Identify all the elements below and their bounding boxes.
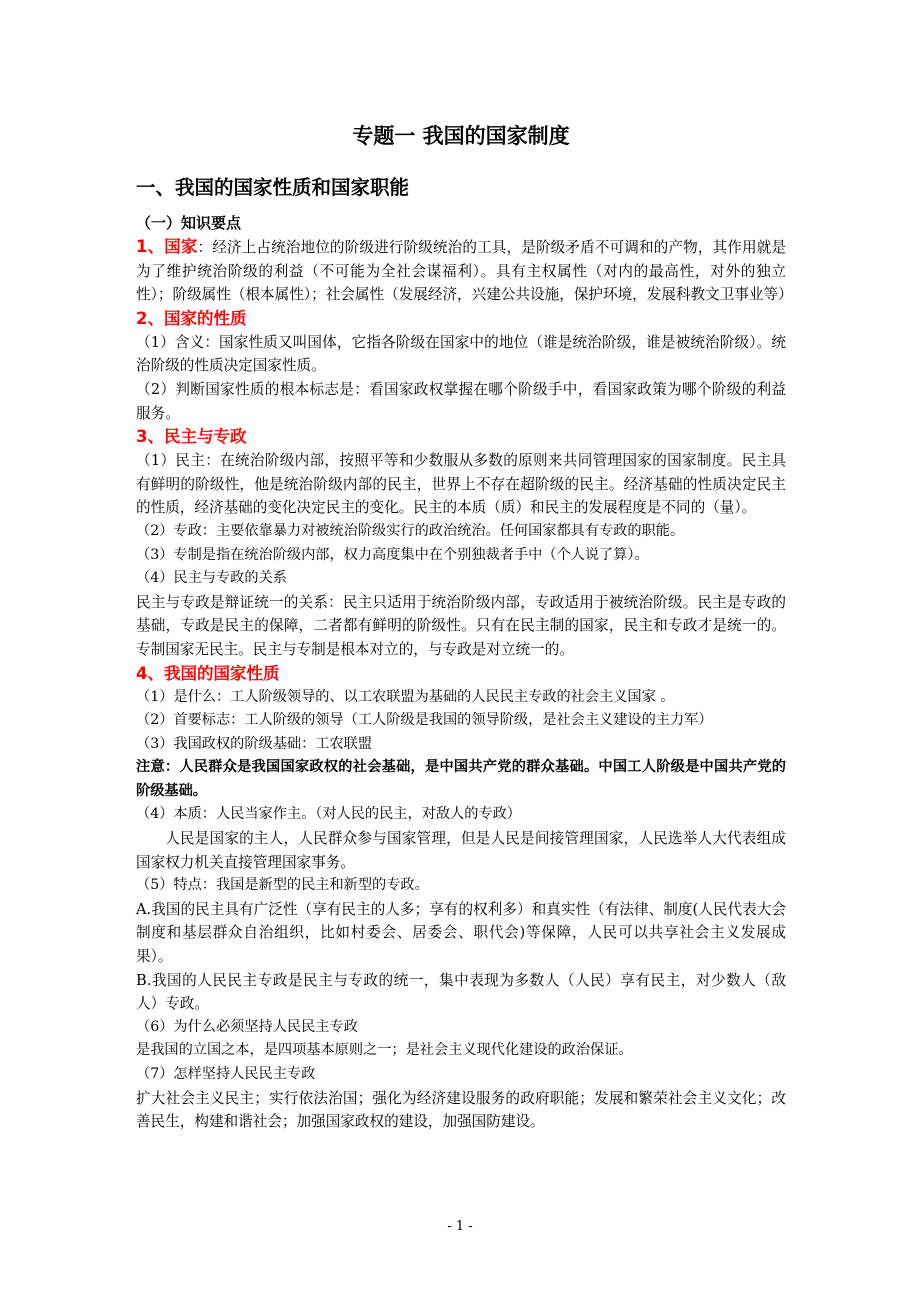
section-title: 一、我国的国家性质和国家职能 [136, 176, 410, 199]
paragraph-what-is: （1）是什么：工人阶级领导的、以工农联盟为基础的人民民主专政的社会主义国家 。 [136, 688, 675, 705]
paragraph-state-definition [136, 235, 793, 307]
paragraph-essence: （4）本质：人民当家作主。（对人民的民主，对敌人的专政） [136, 806, 521, 823]
paragraph-why-title: （6）为什么必须坚持人民民主专政 [136, 1018, 358, 1035]
paragraph-feature-b: B.我国的人民民主专政是民主与专政的统一，集中表现为多数人（人民）享有民主，对少数人（敌人）专政。 [136, 971, 786, 1013]
subsection-title: （一）知识要点 [136, 214, 242, 232]
heading-state-nature: 2、国家的性质 [136, 308, 247, 328]
heading-state: 1、国家 [136, 237, 198, 256]
paragraph-feature-a: A.我国的民主具有广泛性（享有民主的人多；享有的权利多）和真实性（有法律、制度(人民代表大会制度和基层群众自治组织，比如村委会、居委会、职代会)等保障，人民可以共享社会主义发展成果）。 [136, 900, 786, 966]
paragraph-features: （5）特点：我国是新型的民主和新型的专政。 [136, 877, 429, 894]
heading-democracy-dictatorship: 3、民主与专政 [136, 427, 247, 447]
paragraph-relation: 民主与专政是辩证统一的关系：民主只适用于统治阶级内部，专政适用于被统治阶级。民主是专政的基础，专政是民主的保障，二者都有鲜明的阶级性。只有在民主制的国家，民主和专政才是统一的。专制国家无民主。民主与专制是根本对立的，与专政是对立统一的。 [136, 593, 786, 658]
paragraph-relation-title: （4）民主与专政的关系 [136, 570, 287, 587]
heading-our-state-nature: 4、我国的国家性质 [136, 663, 280, 683]
document-body [136, 118, 793, 1134]
paragraph-democracy: （1）民主：在统治阶级内部，按照平等和少数服从多数的原则来共同管理国家的国家制度。民主具有鲜明的阶级性，他是统治阶级内部的民主，世界上不存在超阶级的民主。经济基础的性质决定民主的性质，经济基础的变化决定民主的变化。民主的本质（质）和民主的发展程度是不同的（量）。 [136, 452, 786, 517]
paragraph-autocracy: （3）专制是指在统治阶级内部，权力高度集中在个别独裁者手中（个人说了算）。 [136, 546, 649, 563]
paragraph-dictatorship: （2）专政：主要依靠暴力对被统治阶级实行的政治统治。任何国家都具有专政的职能。 [136, 522, 685, 539]
paragraph-state-nature-criterion: （2）判断国家性质的根本标志是：看国家政权掌握在哪个阶级手中，看国家政策为哪个阶级的利益服务。 [136, 380, 786, 422]
paragraph-how-title: （7）怎样坚持人民民主专政 [136, 1066, 316, 1082]
page-number: - 1 - [447, 1219, 473, 1234]
paragraph-why: 是我国的立国之本，是四项基本原则之一；是社会主义现代化建设的政治保证。 [136, 1042, 633, 1059]
paragraph-note: 注意：人民群众是我国国家政权的社会基础，是中国共产党的群众基础。中国工人阶级是中国共产党的阶级基础。 [136, 759, 786, 799]
state-definition-text: ：经济上占统治地位的阶级进行阶级统治的工具，是阶级矛盾不可调和的产物，其作用就是为了维护统治阶级的利益（不可能为全社会谋福利）。具有主权属性（对内的最高性，对外的独立性）；阶级属性（根本属性）；社会属性（发展经济，兴建公共设施，保护环境，发展科教文卫事业等） [136, 239, 793, 304]
paragraph-state-nature-meaning: （1）含义：国家性质又叫国体，它指各阶级在国家中的地位（谁是统治阶级，谁是被统治阶级）。统治阶级的性质决定国家性质。 [136, 333, 786, 375]
paragraph-people-masters: 人民是国家的主人，人民群众参与国家管理，但是人民是间接管理国家，人民选举人大代表组成国家权力机关直接管理国家事务。 [136, 830, 786, 871]
paragraph-how: 扩大社会主义民主；实行依法治国；强化为经济建设服务的政府职能；发展和繁荣社会主义文化；改善民生，构建和谐社会；加强国家政权的建设，加强国防建设。 [136, 1089, 786, 1131]
paragraph-primary-sign: （2）首要标志：工人阶级的领导（工人阶级是我国的领导阶级，是社会主义建设的主力军） [136, 712, 713, 729]
paragraph-class-basis: （3）我国政权的阶级基础：工农联盟 [136, 735, 373, 752]
document-title: 专题一 我国的国家制度 [352, 124, 570, 148]
